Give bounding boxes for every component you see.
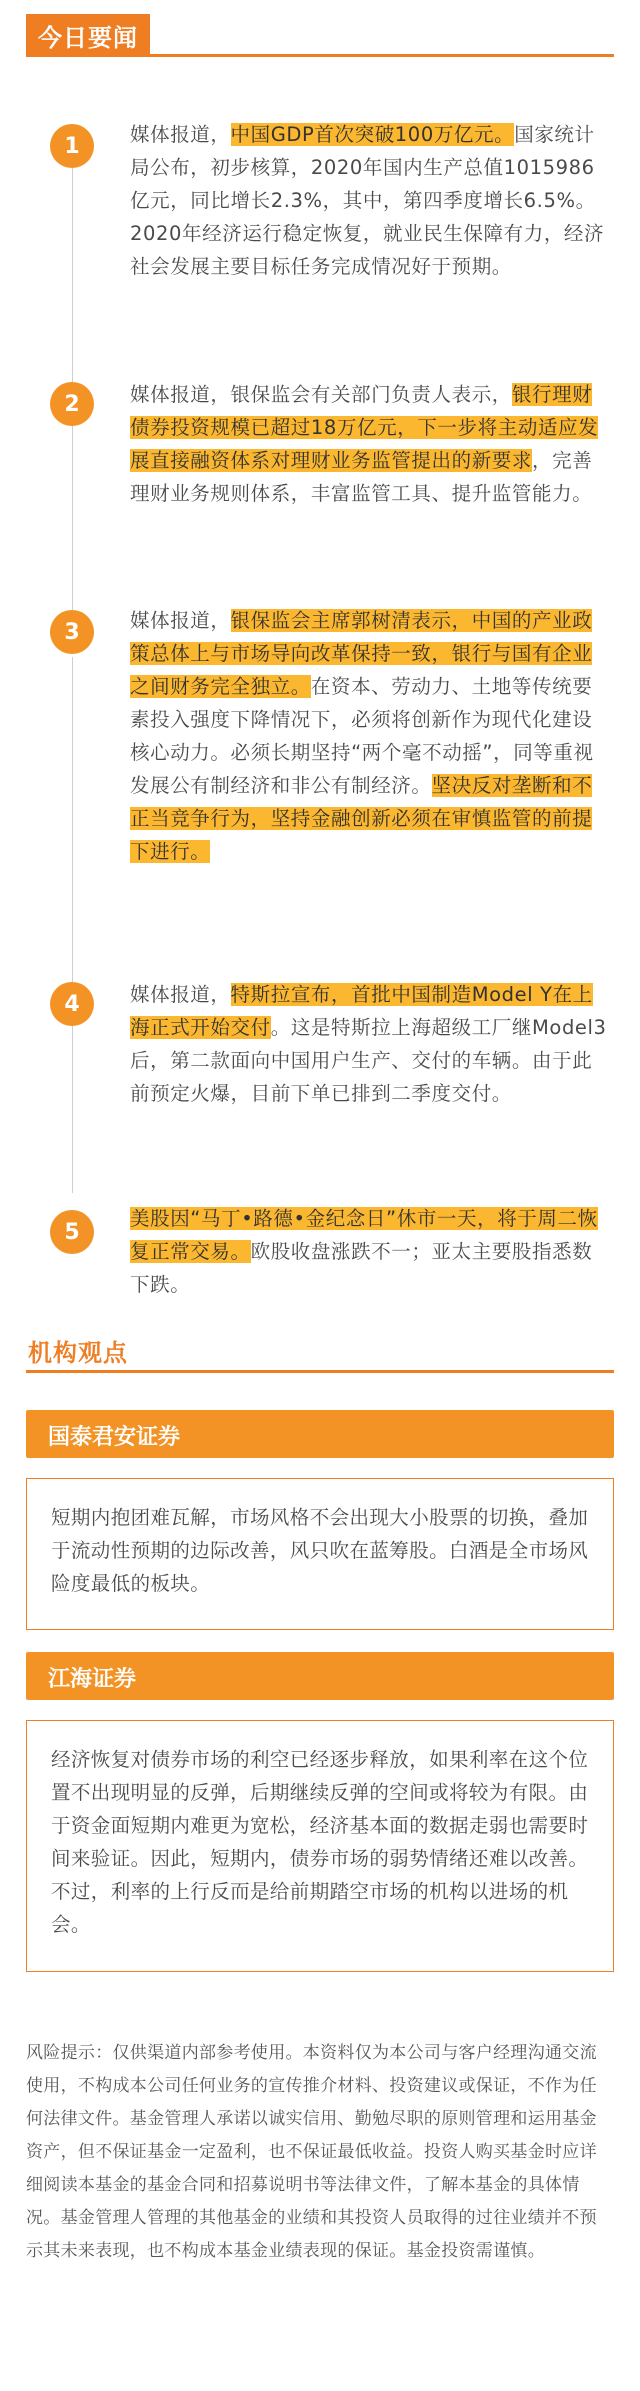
firm-header [26,1410,614,1458]
news-text [130,1202,612,1301]
news-section-rule [26,54,614,57]
news-number-badge: 1 [50,124,94,168]
firm-header [26,1652,614,1700]
news-plain-text: 欧股收盘涨跌不一；亚太主要股指悉数下跌。 [130,1240,593,1296]
views-section-rule [26,1370,614,1373]
news-plain-text: 国家统计局公布，初步核算，2020年国内生产总值1015986亿元，同比增长2.3%，其中，第四季度增长6.5%。2020年经济运行稳定恢复，就业民生保障有力，经济社会发展主要目标任务完成情况好于预期。 [130,123,605,278]
news-number-badge: 5 [50,1210,94,1254]
news-number-badge: 4 [50,982,94,1026]
news-highlight-text: 特斯拉宣布，首批中国制造Model Y在上海正式开始交付 [130,983,593,1039]
news-highlight-text: 坚决反对垄断和不正当竞争行为，坚持金融创新必须在审慎监管的前提下进行。 [130,774,593,863]
news-text [130,118,612,283]
news-highlight-text: 中国GDP首次突破100万亿元。 [230,123,515,146]
news-text [130,378,612,510]
news-highlight-text: 银保监会主席郭树清表示，中国的产业政策总体上与市场导向改革保持一致，银行与国有企业之间财务完全独立。 [130,609,593,698]
news-plain-text: 媒体报道， [130,983,231,1006]
firm-view-text: 经济恢复对债券市场的利空已经逐步释放，如果利率在这个位置不出现明显的反弹，后期继续反弹的空间或将较为有限。由于资金面短期内难更为宽松，经济基本面的数据走弱也需要时间来验证。因此，短期内，债券市场的弱势情绪还难以改善。不过，利率的上行反而是给前期踏空市场的机构以进场的机会。 [51,1748,589,1936]
firm-name: 江海证券 [48,1667,137,1692]
firm-view-box [26,1720,614,1972]
views-section-title: 机构观点 [28,1339,128,1367]
news-plain-text: 。这是特斯拉上海超级工厂继Model3后，第二款面向中国用户生产、交付的车辆。由于此前预定火爆，目前下单已排到二季度交付。 [130,1016,607,1105]
timeline-connector [72,657,73,982]
news-number-badge: 2 [50,382,94,426]
views-section-header [26,1333,130,1370]
news-section-header [26,14,150,55]
news-plain-text: 在资本、劳动力、土地等传统要素投入强度下降情况下，必须将创新作为现代化建设核心动力。必须长期坚持“两个毫不动摇”，同等重视发展公有制经济和非公有制经济。 [130,675,594,797]
news-highlight-text: 美股因“马丁•路德•金纪念日”休市一天，将于周二恢复正常交易。 [130,1207,598,1263]
news-number-badge: 3 [50,610,94,654]
news-plain-text: 媒体报道， [130,123,231,146]
news-plain-text: ，完善理财业务规则体系，丰富监管工具、提升监管能力。 [130,449,593,505]
firm-name: 国泰君安证券 [48,1425,181,1450]
news-plain-text: 媒体报道， [130,609,231,632]
timeline-connector [72,160,73,392]
firm-view-text: 短期内抱团难瓦解，市场风格不会出现大小股票的切换，叠加于流动性预期的边际改善，风只吹在蓝筹股。白酒是全市场风险度最低的板块。 [51,1506,589,1595]
firm-view-box [26,1478,614,1630]
timeline-connector [72,1015,73,1193]
news-text [130,604,612,868]
news-highlight-text: 银行理财债券投资规模已超过18万亿元，下一步将主动适应发展直接融资体系对理财业务监管提出的新要求 [130,383,599,472]
risk-disclaimer: 风险提示：仅供渠道内部参考使用。本资料仅为本公司与客户经理沟通交流使用，不构成本公司任何业务的宣传推介材料、投资建议或保证，不作为任何法律文件。基金管理人承诺以诚实信用、勤勉尽职的原则管理和运用基金资产，但不保证基金一定盈利，也不保证最低收益。投资人购买基金时应详细阅读本基金的基金合同和招募说明书等法律文件，了解本基金的具体情况。基金管理人管理的其他基金的业绩和其投资人员取得的过往业绩并不预示其未来表现，也不构成本基金业绩表现的保证。基金投资需谨慎。 [26,2043,597,2261]
news-text [130,978,612,1110]
news-section-title: 今日要闻 [26,14,150,55]
news-plain-text: 媒体报道，银保监会有关部门负责人表示， [130,383,512,406]
timeline-connector [72,425,73,625]
